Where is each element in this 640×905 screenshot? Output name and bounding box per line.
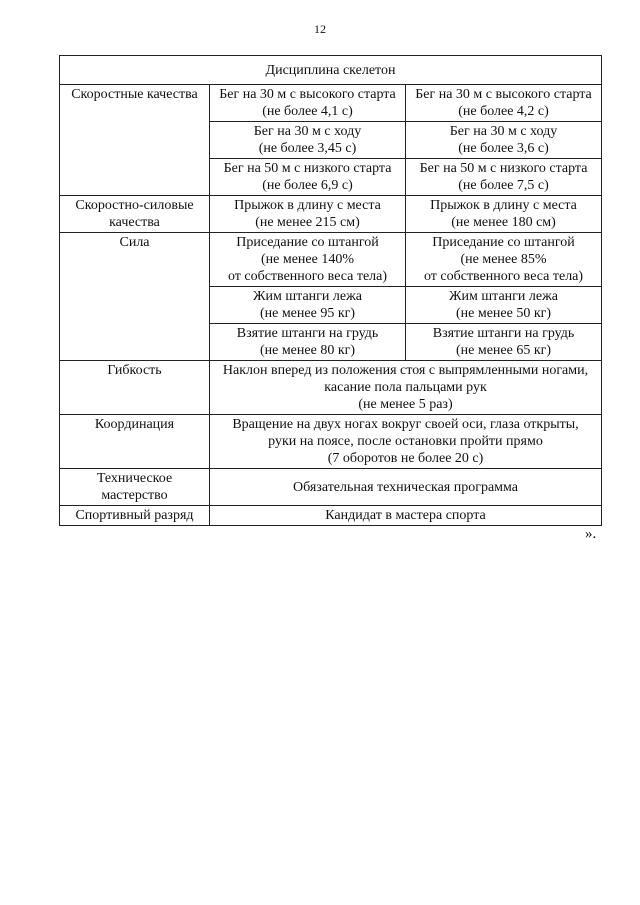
quality-label: Сила [60,233,210,361]
norm-cell [406,85,602,122]
quality-label: Скоростные качества [60,85,210,196]
norm-cell-wide [210,361,602,415]
norm-cell [406,122,602,159]
table-row [60,506,602,526]
quality-label: Спортивный разряд [60,506,210,526]
table-row [60,85,602,122]
quality-label: Гибкость [60,361,210,415]
quality-label: Скоростно-силовые качества [60,196,210,233]
quality-label: Координация [60,415,210,469]
page-number: 12 [314,22,326,36]
norm-text: Бег на 50 м с низкого старта [419,161,588,176]
norm-text: Приседание со штангой [236,235,379,250]
norm-text: Вращение на двух ногах вокруг своей оси, глаза открыты, [232,417,579,432]
norm-text: Бег на 30 м с ходу [449,124,558,139]
norm-cell [210,287,406,324]
norm-cell [210,85,406,122]
quality-label [60,469,210,506]
norm-cell [210,324,406,361]
norm-cell [406,196,602,233]
table-row [60,415,602,469]
norm-cell [406,324,602,361]
norms-table [59,55,602,526]
norm-text: касание пола пальцами рук [324,380,487,395]
table-row [60,361,602,415]
norm-cell-wide: Кандидат в мастера спорта [210,506,602,526]
norm-text: (не более 3,6 с) [458,141,549,156]
norm-text: (не более 4,1 с) [262,104,353,119]
norm-text: (не более 6,9 с) [262,178,353,193]
label-text: мастерство [101,488,168,503]
norm-text: Жим штанги лежа [253,289,362,304]
norm-cell [406,287,602,324]
norm-text: Наклон вперед из положения стоя с выпрямленными ногами, [222,363,589,378]
norm-text: Приседание со штангой [432,235,575,250]
norm-text: (не менее 80 кг) [259,343,356,358]
norm-cell [210,196,406,233]
norm-text: Взятие штанги на грудь [432,326,575,341]
norm-text: от собственного веса тела) [423,269,584,284]
norm-text: Бег на 50 м с низкого старта [223,161,392,176]
table-title-row [60,56,602,85]
norm-text: (не менее 65 кг) [455,343,552,358]
norm-text: (не менее 5 раз) [358,397,453,412]
norm-text: Бег на 30 м с ходу [253,124,362,139]
norm-cell [210,233,406,287]
norm-text: Взятие штанги на грудь [236,326,379,341]
table-row [60,196,602,233]
norm-cell [406,159,602,196]
norm-text: (не менее 215 см) [255,215,360,230]
table-row [60,233,602,287]
norm-text: (не менее 50 кг) [455,306,552,321]
norm-text: (не более 7,5 с) [458,178,549,193]
table-row [60,469,602,506]
norm-text: руки на поясе, после остановки пройти прямо [268,434,543,449]
label-text: Техническое [96,471,173,486]
norm-cell [210,122,406,159]
norm-text: Жим штанги лежа [449,289,558,304]
norm-text: Прыжок в длину с места [234,198,381,213]
norm-cell-wide: Обязательная техническая программа [210,469,602,506]
table-title: Дисциплина скелетон [60,56,602,85]
norm-text: (не менее 140% [260,252,355,267]
norm-text: (7 оборотов не более 20 с) [327,451,484,466]
norm-text: (не менее 95 кг) [259,306,356,321]
norm-text: от собственного веса тела) [227,269,388,284]
norm-cell-wide [210,415,602,469]
norm-cell [406,233,602,287]
norm-text: (не более 3,45 с) [258,141,357,156]
closing-quote: ». [585,526,597,542]
norm-text: (не менее 85% [460,252,547,267]
norm-cell [210,159,406,196]
norm-text: Прыжок в длину с места [430,198,577,213]
norm-text: Бег на 30 м с высокого старта [415,87,592,102]
norm-text: (не более 4,2 с) [458,104,549,119]
norm-text: (не менее 180 см) [451,215,556,230]
norm-text: Бег на 30 м с высокого старта [219,87,396,102]
